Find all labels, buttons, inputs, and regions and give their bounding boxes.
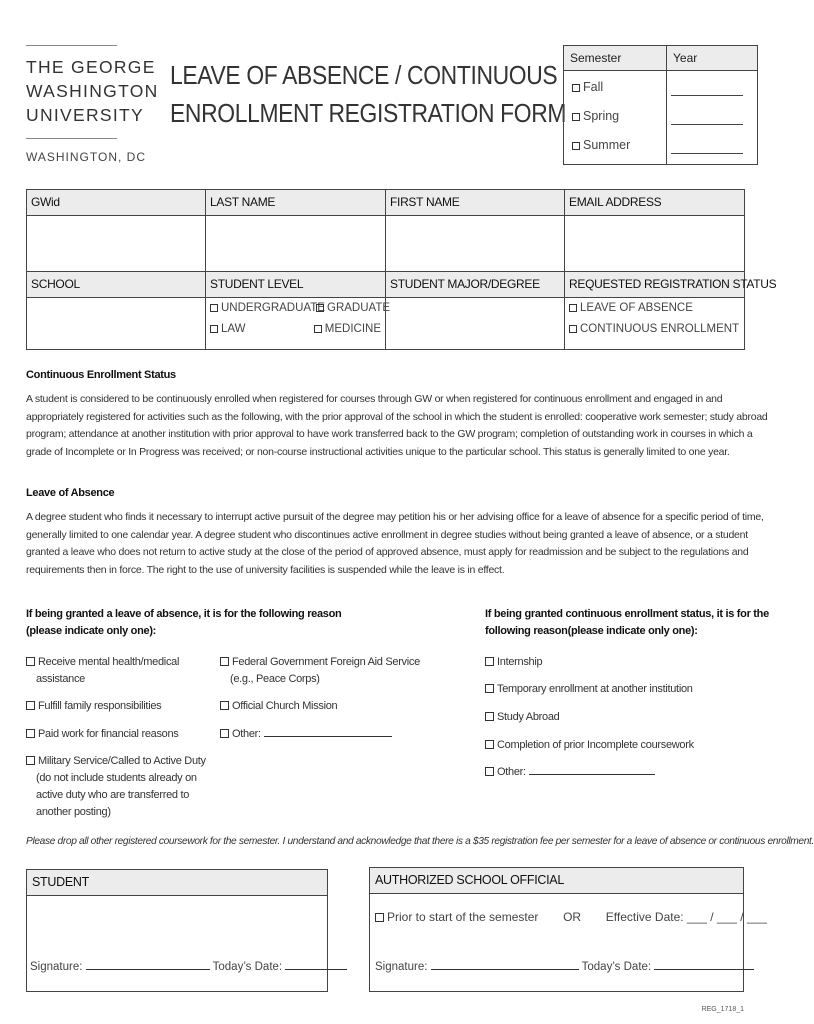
reason-loa-other-option[interactable]: Other: [220,726,392,743]
checkbox-icon[interactable] [210,304,218,312]
reason-military-option[interactable]: Military Service/Called to Active Duty (do not include students already on active duty who are transferred to another posting) [26,753,206,821]
registration-status-header: REQUESTED REGISTRATION STATUS [565,272,745,298]
reason-temporary-enrollment-option[interactable]: Temporary enrollment at another institution [485,681,693,698]
level-undergraduate-option[interactable]: UNDERGRADUATE [210,298,316,319]
checkbox-icon[interactable] [485,767,494,776]
level-law-option[interactable]: LAW [210,319,314,340]
email-header: EMAIL ADDRESS [565,190,745,216]
reason-study-abroad-option[interactable]: Study Abroad [485,709,559,726]
first-name-field[interactable] [386,216,565,272]
reason-internship-option[interactable]: Internship [485,654,542,671]
checkbox-icon[interactable] [26,729,35,738]
continuous-enrollment-heading: Continuous Enrollment Status [26,369,176,381]
official-signature-box [369,867,744,992]
logo-location: WASHINGTON, DC [26,150,147,164]
status-leave-option[interactable]: LEAVE OF ABSENCE [569,298,740,319]
level-medicine-option[interactable]: MEDICINE [314,319,381,340]
gwid-header: GWid [27,190,206,216]
form-title-line-2: ENROLLMENT REGISTRATION FORM [170,98,567,128]
year-spring-field[interactable] [671,96,743,125]
prior-to-start-option[interactable]: Prior to start of the semester [375,910,538,924]
reason-foreign-aid-option[interactable]: Federal Government Foreign Aid Service (e.g., Peace Corps) [220,654,420,688]
year-header: Year [667,46,758,71]
level-graduate-option[interactable]: GRADUATE [316,298,390,319]
official-box-header: AUTHORIZED SCHOOL OFFICIAL [370,868,743,894]
semester-summer-option[interactable]: Summer [564,131,666,160]
reason-family-option[interactable]: Fulfill family responsibilities [26,698,161,715]
year-fall-field[interactable] [671,73,743,96]
checkbox-icon[interactable] [220,729,229,738]
effective-date-field[interactable]: Effective Date: ___ / ___ / ___ [605,910,767,924]
semester-header: Semester [564,46,667,71]
student-signature-field[interactable] [86,969,210,970]
reason-ce-other-option[interactable]: Other: [485,764,655,781]
reason-medical-option[interactable]: Receive mental health/medical assistance [26,654,179,688]
form-title-line-1: LEAVE OF ABSENCE / CONTINUOUS [170,60,558,90]
official-date-field[interactable] [654,969,754,970]
continuous-enrollment-text: A student is considered to be continuously enrolled when registered for courses through GW or when registered for continuous enrollment and engaged in and appropriately registered for activities such as the following, with the prior approval of the school in which the student is enrolled: cooperative work semester; study abroad program; attendance at another institution with prior approval to have work transferred back to the GW program; completion of outstanding work in courses in which a grade of Incomplete or In Progress was received; or non-course instructional activities unique to the particular school. This status is generally limited to one year. [26,393,768,458]
logo-line-3: UNIVERSITY [26,105,145,125]
major-degree-field[interactable] [386,298,565,350]
official-effective-line [375,910,767,924]
gwid-field[interactable] [27,216,206,272]
checkbox-icon[interactable] [485,684,494,693]
checkbox-icon[interactable] [210,325,218,333]
checkbox-icon[interactable] [572,142,580,150]
loa-other-field[interactable] [264,736,392,737]
semester-table [563,45,758,165]
student-level-header: STUDENT LEVEL [206,272,386,298]
logo-bottom-rule [26,138,117,139]
checkbox-icon[interactable] [572,113,580,121]
reason-incomplete-option[interactable]: Completion of prior Incomplete coursework [485,737,694,754]
semester-fall-option[interactable]: Fall [564,73,666,102]
or-label: OR [563,910,582,924]
checkbox-icon[interactable] [485,740,494,749]
checkbox-icon[interactable] [375,913,384,922]
school-field[interactable] [27,298,206,350]
checkbox-icon[interactable] [569,325,577,333]
checkbox-icon[interactable] [220,657,229,666]
semester-spring-option[interactable]: Spring [564,102,666,131]
checkbox-icon[interactable] [569,304,577,312]
email-field[interactable] [565,216,745,272]
first-name-header: FIRST NAME [386,190,565,216]
year-summer-field[interactable] [671,125,743,154]
loa-reason-heading: If being granted a leave of absence, it is for the following reason (please indicate only one): [26,608,342,637]
acknowledgement-note: Please drop all other registered coursework for the semester. I understand and acknowledge that there is a $35 registration fee per semester for a leave of absence or continuous enrollment. [26,836,814,847]
logo-top-rule [26,45,117,46]
reason-paid-work-option[interactable]: Paid work for financial reasons [26,726,179,743]
checkbox-icon[interactable] [572,84,580,92]
major-degree-header: STUDENT MAJOR/DEGREE [386,272,565,298]
leave-of-absence-heading: Leave of Absence [26,487,115,499]
checkbox-icon[interactable] [316,304,324,312]
leave-of-absence-text: A degree student who finds it necessary to interrupt active pursuit of the degree may petition his or her advising office for a leave of absence for a specific period of time, generally limited to one calendar year. A degree student who discontinues active enrollment in degree studies without being granted a leave of absence, or a student granted a leave who does not return to active study at the close of the period of approved absence, must apply for readmission and be subject to the regulations and requirements then in force. The right to the use of university facilities is suspended while the leave is in effect. [26,511,764,576]
student-signature-line: Signature: Today’s Date: [30,961,347,973]
checkbox-icon[interactable] [220,701,229,710]
student-date-field[interactable] [285,969,347,970]
checkbox-icon[interactable] [485,712,494,721]
checkbox-icon[interactable] [485,657,494,666]
school-header: SCHOOL [27,272,206,298]
ce-reason-heading: If being granted continuous enrollment status, it is for the following reason(please indicate only one): [485,608,769,637]
checkbox-icon[interactable] [26,701,35,710]
checkbox-icon[interactable] [26,756,35,765]
checkbox-icon[interactable] [314,325,322,333]
status-continuous-option[interactable]: CONTINUOUS ENROLLMENT [569,319,740,340]
logo-line-1: THE GEORGE [26,57,156,77]
reason-church-mission-option[interactable]: Official Church Mission [220,698,337,715]
student-box-header: STUDENT [27,870,327,896]
official-signature-line: Signature: Today’s Date: [375,961,754,973]
last-name-field[interactable] [206,216,386,272]
checkbox-icon[interactable] [26,657,35,666]
logo-line-2: WASHINGTON [26,81,159,101]
official-signature-field[interactable] [431,969,579,970]
student-info-table [26,189,777,350]
form-code: REG_1718_1 [701,1006,744,1013]
student-signature-box [26,869,328,992]
ce-other-field[interactable] [529,774,655,775]
last-name-header: LAST NAME [206,190,386,216]
